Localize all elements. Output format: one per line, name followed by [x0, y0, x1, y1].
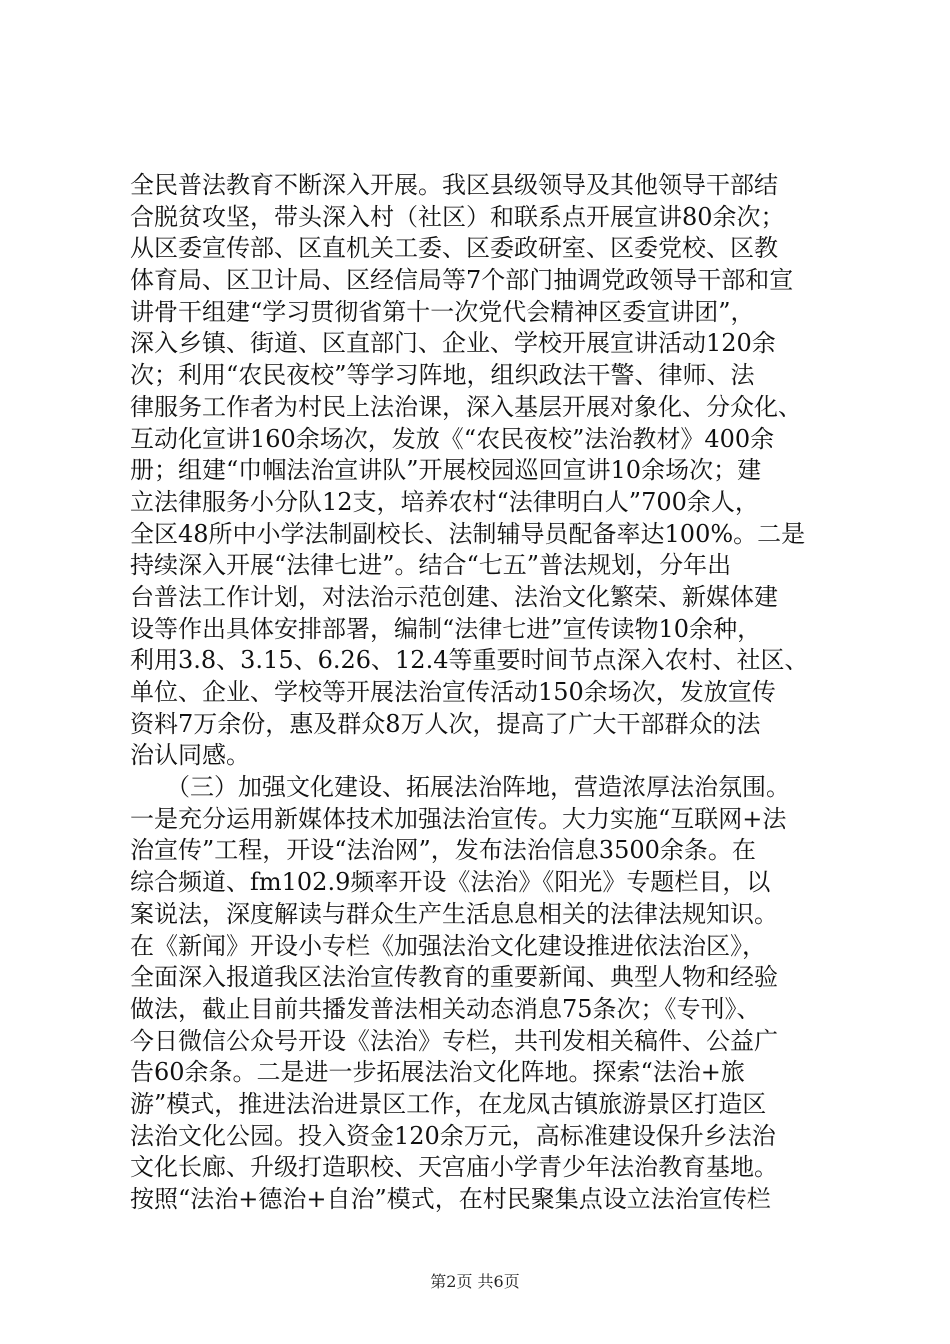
text-line: 体育局、区卫计局、区经信局等7个部门抽调党政领导干部和宣	[130, 266, 794, 295]
text-line: 次；利用“农民夜校”等学习阵地，组织政法干警、律师、法	[130, 361, 755, 390]
page-footer: 第2页 共6页	[430, 1272, 520, 1291]
text-line: 持续深入开展“法律七进”。结合“七五”普法规划，分年出	[130, 551, 732, 580]
text-line: 互动化宣讲160余场次，发放《“农民夜校”法治教材》400余	[130, 424, 775, 453]
text-line: 册；组建“巾帼法治宣讲队”开展校园巡回宣讲10余场次；建	[130, 456, 762, 485]
text-line: 从区委宣传部、区直机关工委、区委政研室、区委党校、区教	[130, 234, 778, 263]
text-line: 合脱贫攻坚，带头深入村（社区）和联系点开展宣讲80余次；	[130, 202, 785, 231]
text-line: 资料7万余份，惠及群众8万人次，提高了广大干部群众的法	[130, 709, 761, 738]
text-line: （三）加强文化建设、拓展法治阵地，营造浓厚法治氛围。	[130, 773, 790, 802]
text-line: 单位、企业、学校等开展法治宣传活动150余场次，发放宣传	[130, 678, 776, 706]
text-line: 治认同感。	[130, 741, 250, 770]
text-line: 文化长廊、升级打造职校、天宫庙小学青少年法治教育基地。	[130, 1153, 778, 1182]
text-line: 讲骨干组建“学习贯彻省第十一次党代会精神区委宣讲团”，	[130, 297, 755, 326]
text-line: 律服务工作者为村民上法治课，深入基层开展对象化、分众化、	[130, 392, 802, 421]
text-line: 利用3.8、3.15、6.26、12.4等重要时间节点深入农村、社区、	[130, 646, 809, 675]
text-line: 设等作出具体安排部署，编制“法律七进”宣传读物10余种，	[130, 614, 762, 643]
text-line: 做法，截止目前共播发普法相关动态消息75条次；《专刊》、	[130, 994, 761, 1023]
text-line: 全区48所中小学法制副校长、法制辅导员配备率达100%。二是	[130, 519, 806, 548]
text-line: 告60余条。二是进一步拓展法治文化阵地。探索“法治+旅	[130, 1058, 745, 1087]
text-line: 今日微信公众号开设《法治》专栏，共刊发相关稿件、公益广	[130, 1026, 778, 1055]
text-line: 综合频道、fm102.9频率开设《法治》《阳光》专题栏目，以	[130, 868, 771, 897]
text-line: 游”模式，推进法治进景区工作，在龙凤古镇旅游景区打造区	[130, 1089, 767, 1118]
text-line: 按照“法治+德治+自治”模式，在村民聚集点设立法治宣传栏	[130, 1185, 771, 1213]
text-line: 治宣传”工程，开设“法治网”，发布法治信息3500余条。在	[130, 836, 756, 865]
body-text	[130, 170, 830, 1216]
text-line: 立法律服务小分队12支，培养农村“法律明白人”700余人，	[130, 487, 759, 516]
text-line: 全民普法教育不断深入开展。我区县级领导及其他领导干部结	[130, 171, 778, 199]
text-line: 法治文化公园。投入资金120余万元，高标准建设保升乡法治	[130, 1121, 776, 1150]
text-line: 台普法工作计划，对法治示范创建、法治文化繁荣、新媒体建	[130, 582, 778, 611]
text-line: 案说法，深度解读与群众生产生活息息相关的法律法规知识。	[130, 899, 778, 928]
text-line: 全面深入报道我区法治宣传教育的重要新闻、典型人物和经验	[130, 963, 778, 992]
text-line: 在《新闻》开设小专栏《加强法治文化建设推进依法治区》，	[130, 931, 766, 960]
text-line: 深入乡镇、街道、区直部门、企业、学校开展宣讲活动120余	[130, 329, 776, 358]
text-line: 一是充分运用新媒体技术加强法治宣传。大力实施“互联网+法	[130, 804, 787, 833]
